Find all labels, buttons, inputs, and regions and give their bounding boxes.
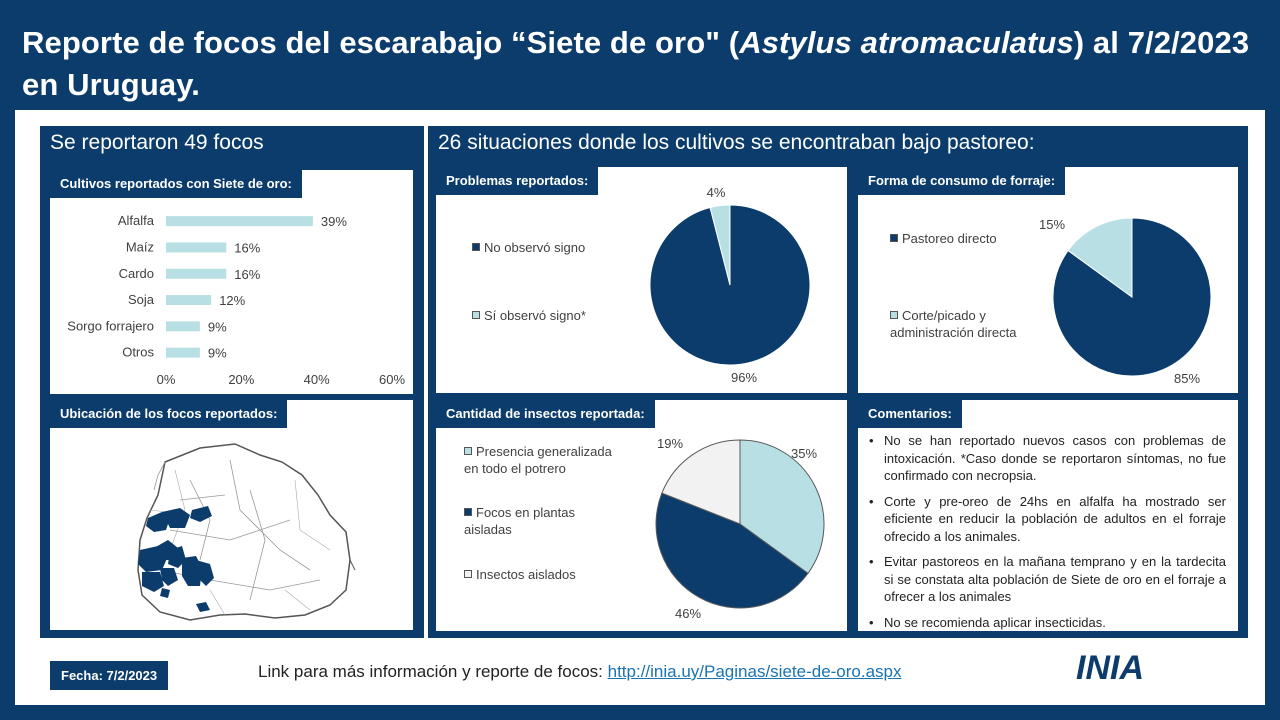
left-panel [40, 126, 424, 638]
bar-value-label: 12% [219, 293, 246, 309]
title-part1: Reporte de focos del escarabajo “Siete de oro" ( [22, 25, 740, 60]
comments-list [866, 432, 1226, 639]
insects-tag: Cantidad de insectos reportada: [436, 400, 655, 428]
bar [166, 216, 313, 226]
bar [166, 348, 200, 358]
pie-value-label: 4% [706, 185, 726, 200]
pie-value-label: 96% [730, 370, 758, 385]
comment-item: • Corte y pre-oreo de 24hs en alfalfa ha mostrado ser eficiente en reducir la población de adultos en el forraje ofrecido a los animales. [866, 493, 1226, 546]
pie-value-label: 15% [1038, 217, 1066, 232]
forage-tag: Forma de consumo de forraje: [858, 167, 1065, 195]
bar-category-label: Otros [122, 344, 154, 360]
bar [166, 321, 200, 331]
x-tick-label: 20% [228, 372, 255, 387]
bar-category-label: Maíz [125, 239, 154, 255]
forage-pie-chart [858, 167, 1240, 395]
problems-box [435, 166, 848, 394]
crops-bar-chart [50, 170, 415, 396]
insects-box [435, 399, 848, 632]
comments-box [857, 399, 1239, 632]
date-badge: Fecha: 7/2/2023 [50, 661, 168, 690]
bar-category-label: Alfalfa [117, 213, 154, 229]
bar-value-label: 16% [234, 266, 261, 282]
bar [166, 269, 226, 279]
pie-value-label: 85% [1173, 371, 1201, 386]
insects-pie-chart [436, 400, 849, 633]
more-info-link[interactable]: http://inia.uy/Paginas/siete-de-oro.aspx [607, 662, 902, 681]
title-part2: ) al 7/2/2023 en Uruguay. [22, 25, 1250, 102]
legend-label: Sí observó signo* [484, 308, 586, 323]
legend-label: Presencia generalizada en todo el potrero [464, 444, 612, 476]
left-panel-heading: Se reportaron 49 focos [50, 131, 264, 154]
bar-value-label: 16% [234, 240, 261, 256]
pie-value-label: 35% [790, 446, 818, 461]
bar-category-label: Soja [127, 292, 154, 308]
uruguay-map [50, 400, 415, 632]
legend-label: Pastoreo directo [902, 231, 997, 246]
comments-tag: Comentarios: [858, 400, 962, 428]
comment-item: • Evitar pastoreos en la mañana temprano y en la tardecita si se constata alta población de Siete de oro en el forraje a ofrecer a los animales [866, 553, 1226, 606]
bar-category-label: Cardo [118, 265, 154, 281]
bar-value-label: 39% [320, 214, 347, 230]
uruguay-map-outline [138, 444, 355, 620]
page-title [22, 22, 1258, 106]
bar-value-label: 9% [207, 319, 227, 335]
map-tag: Ubicación de los focos reportados: [50, 400, 287, 428]
legend-label: Focos en plantas aisladas [464, 505, 576, 537]
x-tick-label: 40% [303, 372, 330, 387]
x-tick-label: 60% [378, 372, 406, 387]
legend-label: Corte/picado y administración directa [890, 308, 1017, 340]
pie-value-label: 19% [656, 436, 684, 451]
legend-label: Insectos aislados [476, 567, 576, 582]
bar [166, 295, 211, 305]
bar [166, 242, 226, 252]
header [0, 0, 1280, 110]
comment-item: • No se recomienda aplicar insecticidas. [866, 614, 1226, 632]
problems-tag: Problemas reportados: [436, 167, 598, 195]
crops-chart-box [49, 169, 414, 395]
pie-value-label: 46% [674, 606, 702, 621]
right-panel [428, 126, 1248, 638]
map-box [49, 399, 414, 631]
footer-link-label: Link para más información y reporte de focos: [258, 662, 603, 681]
forage-box [857, 166, 1239, 394]
legend-label: No observó signo [484, 240, 586, 255]
footer-link-line [258, 662, 902, 682]
title-species: Astylus atromaculatus [739, 25, 1074, 60]
right-panel-heading: 26 situaciones donde los cultivos se encontraban bajo pastoreo: [438, 131, 1035, 154]
bar-category-label: Sorgo forrajero [67, 318, 154, 334]
x-tick-label: 0% [156, 372, 176, 387]
problems-pie-chart [436, 167, 849, 395]
inia-logo [1074, 648, 1194, 686]
comment-item: • No se han reportado nuevos casos con problemas de intoxicación. *Caso donde se reportaron síntomas, no fue confirmado con necropsia. [866, 432, 1226, 485]
crops-chart-tag: Cultivos reportados con Siete de oro: [50, 170, 302, 198]
logo-text: INIA [1076, 649, 1144, 686]
bar-value-label: 9% [207, 345, 227, 361]
